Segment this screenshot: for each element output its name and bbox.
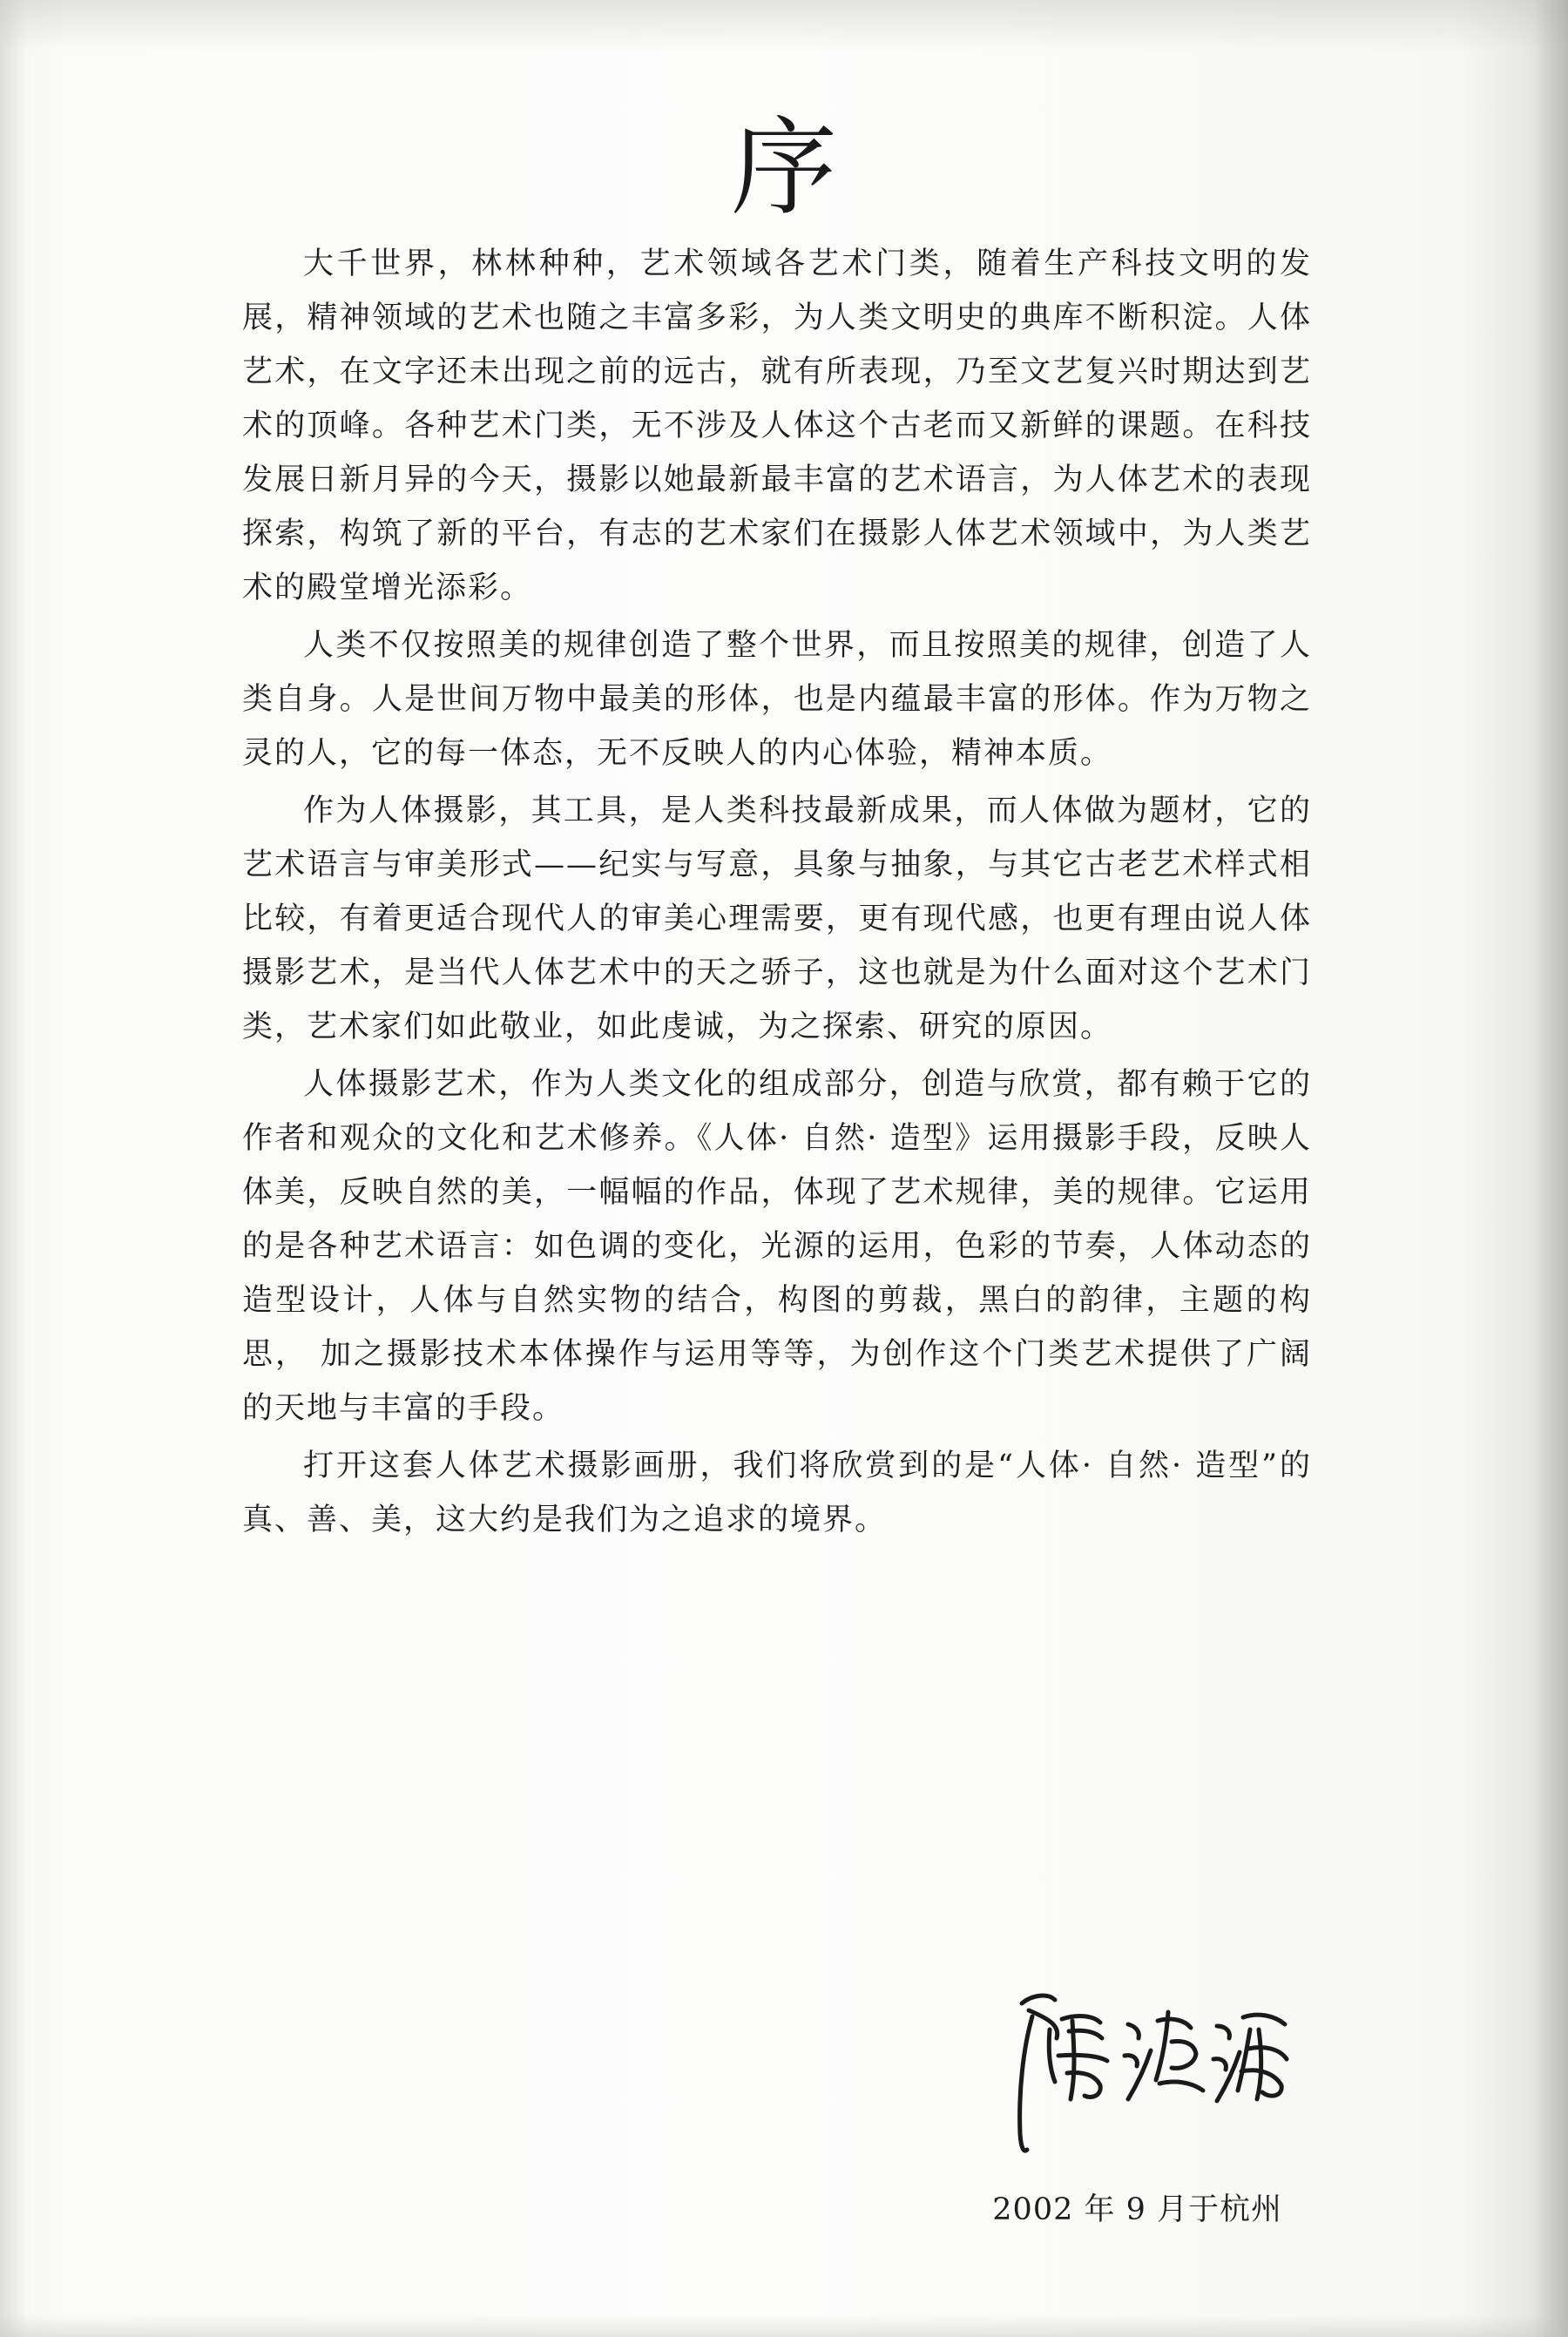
date-line: 2002 年 9 月于杭州	[992, 2192, 1282, 2227]
preface-body	[242, 237, 1312, 1550]
scan-shadow-bottom	[0, 2314, 1568, 2337]
handwritten-signature-icon	[997, 1969, 1294, 2186]
paragraph-2: 人类不仅按照美的规律创造了整个世界，而且按照美的规律，创造了人类自身。人是世间万物中最美的形体，也是内蕴最丰富的形体。作为万物之灵的人，它的每一体态，无不反映人的内心体验，精神本质。	[242, 628, 1312, 771]
paragraph-4: 人体摄影艺术，作为人类文化的组成部分，创造与欣赏，都有赖于它的作者和观众的文化和艺术修养。《人体· 自然· 造型》运用摄影手段，反映人体美，反映自然的美，一幅幅的作品，体现了艺术规律，美的规律。它运用的是各种艺术语言：如色调的变化，光源的运用，色彩的节奏，人体动态的造型设计，人体与自然实物的结合，构图的剪裁，黑白的韵律，主题的构思， 加之摄影技术本体操作与运用等等，为创作这个门类艺术提供了广阔的天地与丰富的手段。	[242, 1067, 1312, 1426]
scan-shadow-right	[1533, 0, 1568, 2337]
paragraph-3: 作为人体摄影，其工具，是人类科技最新成果，而人体做为题材，它的艺术语言与审美形式——纪实与写意，具象与抽象，与其它古老艺术样式相比较，有着更适合现代人的审美心理需要，更有现代感，也更有理由说人体摄影艺术，是当代人体艺术中的天之骄子，这也就是为什么面对这个艺术门类，艺术家们如此敬业，如此虔诚，为之探索、研究的原因。	[242, 794, 1312, 1044]
paragraph-1: 大千世界，林林种种，艺术领域各艺术门类，随着生产科技文明的发展，精神领域的艺术也随之丰富多彩，为人类文明史的典库不断积淀。人体艺术，在文字还未出现之前的远古，就有所表现，乃至文艺复兴时期达到艺术的顶峰。各种艺术门类，无不涉及人体这个古老而又新鲜的课题。在科技发展日新月异的今天，摄影以她最新最丰富的艺术语言，为人体艺术的表现探索，构筑了新的平台，有志的艺术家们在摄影人体艺术领域中，为人类艺术的殿堂增光添彩。	[242, 247, 1312, 605]
scan-shadow-left	[0, 0, 26, 2337]
page-title: 序	[731, 106, 837, 230]
paragraph-5: 打开这套人体艺术摄影画册，我们将欣赏到的是“人体· 自然· 造型”的真、善、美，这大约是我们为之追求的境界。	[242, 1449, 1312, 1537]
scan-shadow-top	[0, 0, 1568, 52]
